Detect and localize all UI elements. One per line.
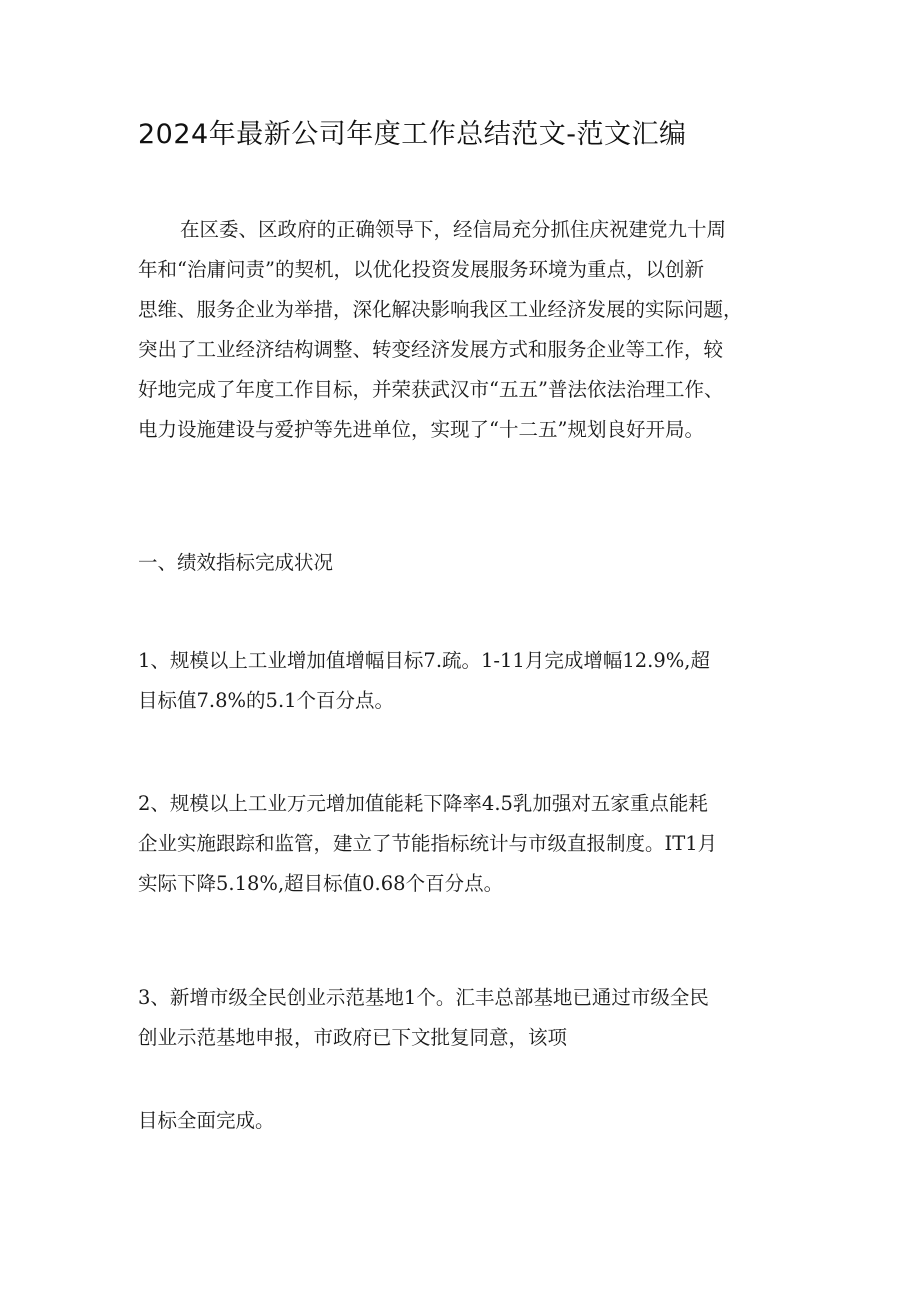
item-2-line: 实际下降5.18%,超目标值0.68个百分点。 xyxy=(138,872,504,895)
item-3-tail-line: 目标全面完成。 xyxy=(138,1109,275,1132)
item-1-line: 目标值7.8%的5.1个百分点。 xyxy=(138,689,395,712)
item-3-line: 3、新增市级全民创业示范基地1个。汇丰总部基地已通过市级全民 xyxy=(138,986,709,1009)
item-1-line: 1、规模以上工业增加值增幅目标7.疏。1-11月完成增幅12.9%,超 xyxy=(138,649,710,672)
intro-paragraph xyxy=(138,210,788,450)
section-heading-text: 一、绩效指标完成状况 xyxy=(138,551,334,574)
document-title: 2024年最新公司年度工作总结范文-范文汇编 xyxy=(138,119,687,150)
intro-line: 电力设施建设与爱护等先进单位，实现了“十二五”规划良好开局。 xyxy=(138,418,704,441)
item-2-line: 2、规模以上工业万元增加值能耗下降率4.5乳加强对五家重点能耗 xyxy=(138,792,708,815)
intro-line: 好地完成了年度工作目标，并荣获武汉市“五五”普法依法治理工作、 xyxy=(138,378,724,401)
item-3-line: 创业示范基地申报，市政府已下文批复同意，该项 xyxy=(138,1026,568,1049)
item-2-line: 企业实施跟踪和监管，建立了节能指标统计与市级直报制度。IT1月 xyxy=(138,832,718,855)
intro-line: 突出了工业经济结构调整、转变经济发展方式和服务企业等工作，较 xyxy=(138,338,724,361)
item-2-paragraph xyxy=(138,784,788,904)
item-3-tail xyxy=(138,1101,788,1141)
item-3-paragraph xyxy=(138,978,788,1058)
section-heading xyxy=(138,543,788,583)
intro-line: 在区委、区政府的正确领导下，经信局充分抓住庆祝建党九十周 xyxy=(180,218,727,241)
intro-line: 思维、服务企业为举措，深化解决影响我区工业经济发展的实际问题， xyxy=(138,298,743,321)
item-1-paragraph xyxy=(138,641,788,721)
intro-line: 年和“治庸问责”的契机，以优化投资发展服务环境为重点，以创新 xyxy=(138,258,704,281)
